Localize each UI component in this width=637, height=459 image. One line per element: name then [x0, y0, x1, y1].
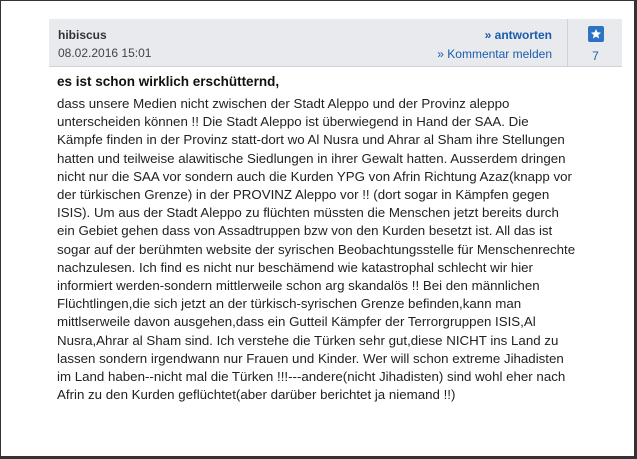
vote-count: 7 [592, 49, 599, 63]
comment-date: 08.02.2016 15:01 [58, 46, 152, 60]
vote-box [567, 19, 622, 67]
recommend-button[interactable] [588, 26, 604, 42]
reply-link[interactable]: » antworten [484, 28, 552, 42]
comment-title: es ist schon wirklich erschütternd, [57, 74, 280, 89]
report-comment-link[interactable]: » Kommentar melden [437, 47, 552, 61]
comment-header [49, 19, 622, 67]
comment-body: dass unsere Medien nicht zwischen der Stadt Aleppo und der Provinz aleppo unterscheiden können !! Die Stadt Aleppo ist überwiegend in Hand der SAA. Die Kämpfe finden in der Provinz statt-dort wo Al Nusra und Ahrar al Sham ihre Stellungen hatten und teilweise alawitische Siedlungen in ihrer Gewalt hatten. Ausserdem dringen nicht nur die SAA vor sondern auch die Kurden YPG von Afrin Richtung Azaz(knapp vor der türkischen Grenze) in der PROVINZ Aleppo vor !! (dort sogar in Kämpfen gegen ISIS). Um aus der Stadt Aleppo zu flüchten müssten die Menschen jetzt bereits durch ein Gebiet gehen dass von Assadtruppen bzw von den Kurden besetzt ist. All das ist sogar auf der berühmten website der syrischen Beobachtungsstelle für Menschenrechte nachzulesen. Ich find es nicht nur beschämend wie katastrophal schlecht wir hier informiert werden-sondern mittlerweile schon arg skandalös !! Bei den männlichen Flüchtlingen,die sich jetzt an der türkisch-syrischen Grenze befinden,kann man mittlserweile davon ausgehen,dass ein Gutteil Kämpfer der Terrorgruppen ISIS,Al Nusra,Ahrar al Sham sind. Ich verstehe die Türken sehr gut,diese NICHT ins Land zu lassen sondern irgendwann nur Frauen und Kinder. Wer will schon extreme Jihadisten im Land haben--nicht mal die Türken !!!---andere(nicht Jihadisten) sind wohl eher nach Afrin zu den Kurden geflüchtet(aber darüber berichtet ja niemand !!) [57, 96, 576, 403]
comment-author: hibiscus [58, 28, 107, 42]
star-icon [590, 28, 602, 40]
